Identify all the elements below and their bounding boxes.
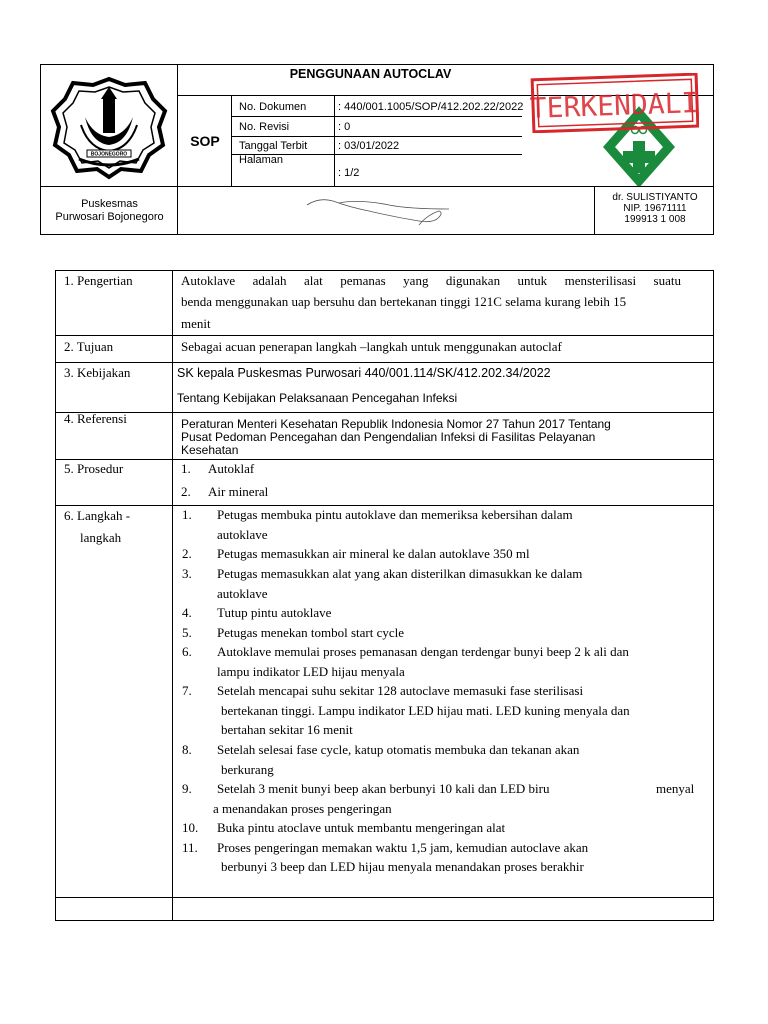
step-9-line-1: Setelah 3 menit bunyi beep akan berbunyi 10 kali dan LED biru [217, 781, 550, 796]
tujuan-text: Sebagai acuan penerapan langkah –langkah untuk menggunakan autoclaf [181, 339, 562, 354]
sop-label: SOP [190, 132, 220, 149]
step-1-num: 1. [182, 507, 192, 522]
step-5-num: 5. [182, 625, 192, 640]
referensi-label: 4. Referensi [64, 411, 127, 426]
step-8-line-1: Setelah selesai fase cycle, katup otomatis membuka dan tekanan akan [217, 742, 580, 757]
page-label: Halaman [239, 154, 284, 166]
step-2-num: 2. [182, 546, 192, 561]
step-6-line-1: Autoklave memulai proses pemanasan dengan terdengar bunyi beep 2 k ali dan [217, 644, 629, 659]
step-4-num: 4. [182, 605, 192, 620]
signature [299, 191, 459, 231]
step-11-line-2: berbunyi 3 beep dan LED hijau menyala menandakan proses berakhir [221, 859, 584, 874]
step-5-line-1: Petugas menekan tombol start cycle [217, 625, 405, 640]
kebijakan-label: 3. Kebijakan [64, 365, 131, 380]
referensi-line-1: Peraturan Menteri Kesehatan Republik Indonesia Nomor 27 Tahun 2017 Tentang [181, 417, 611, 431]
tujuan-label: 2. Tujuan [64, 339, 114, 354]
step-1-line-2: autoklave [217, 527, 268, 542]
pengertian-line-1: Autoklave adalah alat pemanas yang digunakan untuk mensterilisasi suatu [181, 273, 681, 288]
step-9-line-1-tail: menyal [656, 781, 695, 796]
pengertian-line-3: menit [181, 316, 211, 331]
sop-content-table [55, 270, 714, 921]
org-line-2: Purwosari Bojonegoro [55, 211, 164, 223]
step-3-line-2: autoklave [217, 586, 268, 601]
revision-label: No. Revisi [239, 121, 290, 133]
step-11-line-1: Proses pengeringan memakan waktu 1,5 jam, kemudian autoclave akan [217, 840, 589, 855]
step-7-line-1: Setelah mencapai suhu sekitar 128 autoclave memasuki fase sterilisasi [217, 683, 584, 698]
signer-block [595, 186, 715, 236]
issue-date-label: Tanggal Terbit [239, 140, 308, 152]
referensi-line-2: Pusat Pedoman Pencegahan dan Pengendalian Infeksi di Fasilitas Pelayanan [181, 430, 596, 444]
prosedur-label: 5. Prosedur [64, 461, 124, 476]
step-10-line-1: Buka pintu atoclave untuk membantu mengeringan alat [217, 820, 506, 835]
signer-nip: NIP. 19671111 [623, 203, 687, 214]
organization-name [41, 186, 178, 236]
svg-text:BOJONEGORO: BOJONEGORO [90, 151, 128, 158]
step-8-line-2: berkurang [221, 762, 274, 777]
prosedur-item-2-text: Air mineral [208, 484, 269, 499]
step-6-line-2: lampu indikator LED hijau menyala [217, 664, 405, 679]
step-9-num: 9. [182, 781, 192, 796]
step-8-num: 8. [182, 742, 192, 757]
pengertian-label: 1. Pengertian [64, 273, 133, 288]
step-4-line-1: Tutup pintu autoklave [217, 605, 332, 620]
prosedur-item-2-num: 2. [181, 484, 191, 499]
document-header [40, 64, 714, 235]
controlled-stamp [529, 73, 699, 133]
pengertian-line-2: benda menggunakan uap bersuhu dan bertekanan tinggi 121C selama kurang lebih 15 [181, 294, 627, 309]
langkah-label: 6. Langkah - [64, 508, 131, 523]
kebijakan-line-2: Tentang Kebijakan Pelaksanaan Pencegahan Infeksi [177, 391, 458, 405]
issue-date-value: : 03/01/2022 [338, 140, 400, 152]
org-line-1: Puskesmas [81, 198, 138, 210]
step-6-num: 6. [182, 644, 192, 659]
referensi-line-3: Kesehatan [181, 443, 239, 457]
step-11-num: 11. [182, 840, 198, 855]
step-7-line-3: bertahan sekitar 16 menit [221, 722, 353, 737]
document-title: PENGGUNAAN AUTOCLAV [289, 67, 452, 81]
doc-number-label: No. Dokumen [239, 101, 307, 113]
kebijakan-line-1: SK kepala Puskesmas Purwosari 440/001.114/SK/412.202.34/2022 [177, 366, 551, 380]
svg-text:TERKENDALI: TERKENDALI [529, 86, 699, 125]
doc-number-value: : 440/001.1005/SOP/412.202.22/2022 [338, 101, 524, 113]
step-3-line-1: Petugas memasukkan alat yang akan disterilkan dimasukkan ke dalam [217, 566, 583, 581]
langkah-label-cont: langkah [80, 530, 122, 545]
step-7-num: 7. [182, 683, 192, 698]
prosedur-item-1-text: Autoklaf [208, 461, 255, 476]
step-2-line-1: Petugas memasukkan air mineral ke dalan autoklave 350 ml [217, 546, 530, 561]
step-10-num: 10. [182, 820, 199, 835]
page-value: : 1/2 [338, 167, 360, 179]
step-3-num: 3. [182, 566, 192, 581]
signer-nip-cont: 199913 1 008 [624, 214, 686, 225]
step-9-line-2: a menandakan proses pengeringan [213, 801, 392, 816]
bojonegoro-logo [41, 65, 178, 186]
revision-value: : 0 [338, 121, 351, 133]
signer-name: dr. SULISTIYANTO [612, 192, 698, 203]
step-7-line-2: bertekanan tinggi. Lampu indikator LED hijau mati. LED kuning menyala dan [221, 703, 630, 718]
prosedur-item-1-num: 1. [181, 461, 191, 476]
step-1-line-1: Petugas membuka pintu autoklave dan memeriksa kebersihan dalam [217, 507, 573, 522]
